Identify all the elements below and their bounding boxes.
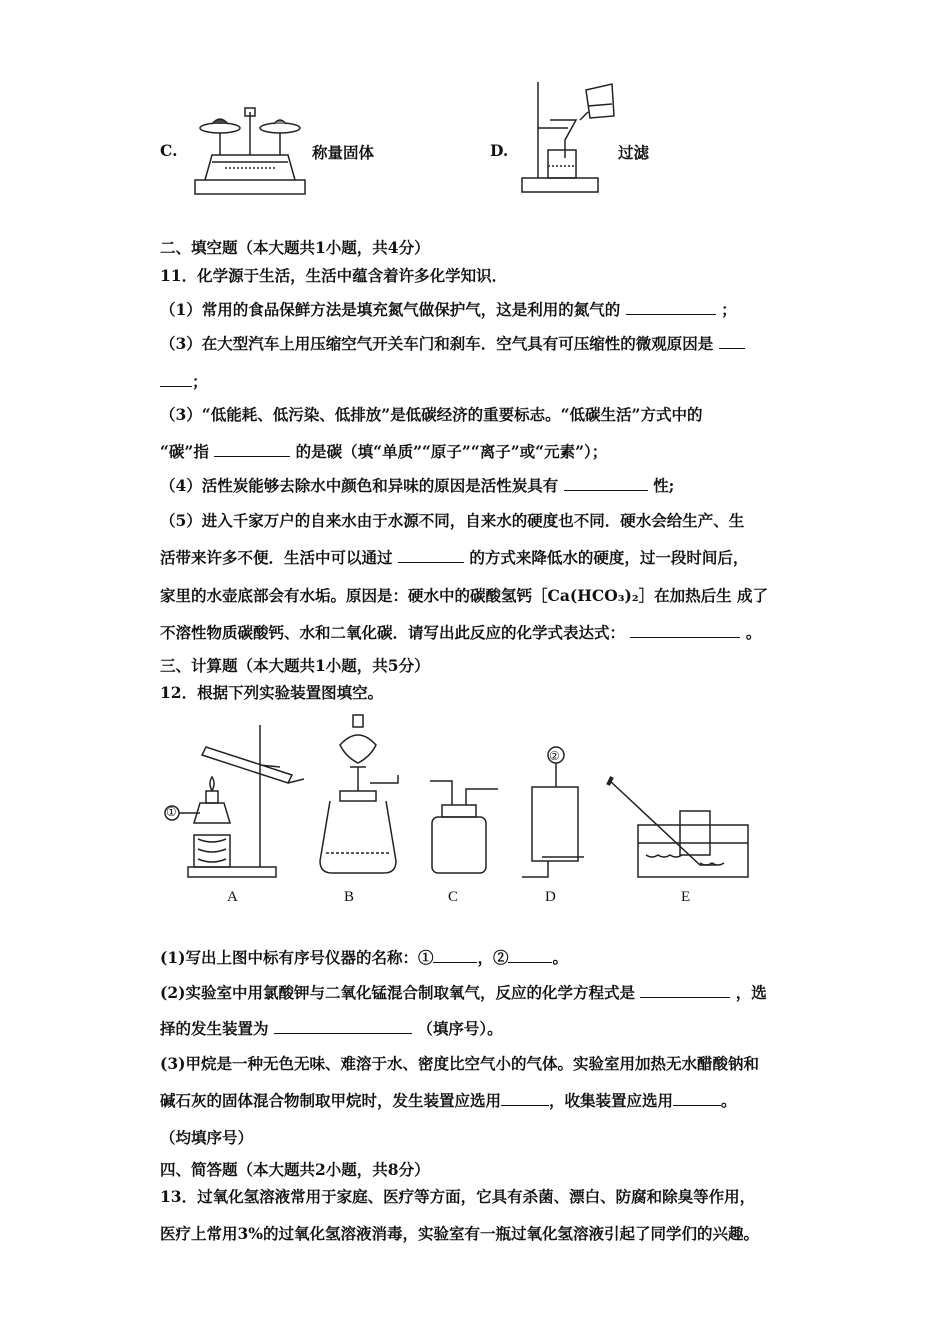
q11-p5d-text: 不溶性物质碳酸钙、水和二氧化碳．请写出此反应的化学式表达式：	[160, 623, 626, 642]
q11-p5d	[160, 621, 761, 643]
q12-p3-blank-1[interactable]	[501, 1091, 549, 1106]
q11-p5b	[160, 546, 748, 568]
q12-p3b-mid: ，收集装置应选用	[549, 1091, 674, 1110]
q12-p1-pre: (1)写出上图中标有序号仪器的名称：①	[160, 948, 434, 967]
q12-p3b-end: 。	[721, 1091, 737, 1110]
q11-p5b-post: 的方式来降低水的硬度，过一段时间后，	[469, 548, 749, 567]
q11-p5b-pre: 活带来许多不便．生活中可以通过	[160, 548, 393, 567]
q11-stem: 11．化学源于生活，生活中蕴含着许多化学知识．	[160, 266, 508, 285]
figure-mark-2: ②	[549, 749, 560, 763]
q11-p1-end: ；	[721, 300, 737, 319]
q11-p2-blank-b[interactable]	[160, 372, 192, 387]
option-d-label: 过滤	[618, 143, 650, 162]
q11-p2-cont	[160, 370, 208, 392]
q12-p1	[160, 946, 568, 968]
q11-p5c: 家里的水壶底部会有水垢。原因是：硬水中的碳酸氢钙［Ca(HCO₃)₂］在加热后生 成了	[160, 586, 769, 605]
q12-p1-end: 。	[552, 948, 568, 967]
q12-p3a: (3)甲烷是一种无色无味、难溶于水、密度比空气小的气体。实验室用加热无水醋酸钠和	[160, 1054, 759, 1073]
q11-p2	[160, 332, 745, 354]
option-c-label: 称量固体	[312, 143, 375, 162]
q12-p2-pre: (2)实验室中用氯酸钾与二氧化锰混合制取氧气，反应的化学方程式是	[160, 983, 635, 1002]
q11-p5a: （5）进入千家万户的自来水由于水源不同，自来水的硬度也不同．硬水会给生产、生	[160, 511, 745, 530]
figure-label-b: B	[344, 889, 355, 905]
figure-label-a: A	[227, 889, 238, 905]
q11-p2-end: ；	[192, 372, 208, 391]
q13-line2: 医疗上常用3%的过氧化氢溶液消毒，实验室有一瓶过氧化氢溶液引起了同学们的兴趣。	[160, 1224, 760, 1243]
section3-heading: 三、计算题（本大题共1小题，共5分）	[160, 656, 430, 675]
q12-p2-blank[interactable]	[640, 983, 730, 998]
q11-p3a: （3）“低能耗、低污染、低排放”是低碳经济的重要标志。“低碳生活”方式中的	[160, 405, 703, 424]
q12-p3b	[160, 1089, 737, 1111]
q12-p2b	[160, 1017, 503, 1039]
q11-p5d-end: 。	[745, 623, 762, 642]
q11-p2-blank-a[interactable]	[719, 334, 745, 349]
q11-p1-text: （1）常用的食品保鲜方法是填充氮气做保护气，这是利用的氮气的	[160, 300, 621, 319]
figure-label-c: C	[448, 889, 459, 905]
q11-p4-post: 性;	[653, 476, 675, 495]
balance-illustration	[190, 100, 310, 200]
q12-stem: 12．根据下列实验装置图填空。	[160, 683, 384, 702]
figure-label-d: D	[545, 889, 556, 905]
filtration-illustration	[518, 78, 620, 198]
q12-p2	[160, 981, 767, 1003]
q11-p5d-blank[interactable]	[630, 623, 740, 638]
q12-p3-blank-2[interactable]	[673, 1091, 721, 1106]
q12-p2b-blank[interactable]	[274, 1019, 412, 1034]
q12-p2b-pre: 择的发生装置为	[160, 1019, 269, 1038]
q11-p4	[160, 474, 674, 496]
figure-label-e: E	[681, 889, 691, 905]
q11-p3b	[160, 440, 607, 462]
q12-p1-blank-1[interactable]	[433, 948, 477, 963]
option-d-letter: D.	[490, 141, 509, 160]
q11-p3b-post: 的是碳（填“单质”“原子”“离子”或“元素”）；	[295, 442, 608, 461]
q11-p5-blank[interactable]	[398, 548, 464, 563]
q11-p1-blank[interactable]	[626, 300, 716, 315]
section4-heading: 四、简答题（本大题共2小题，共8分）	[160, 1160, 430, 1179]
apparatus-figure	[160, 705, 760, 885]
q12-p2b-post: （填序号）。	[417, 1019, 503, 1038]
section2-heading: 二、填空题（本大题共1小题，共4分）	[160, 238, 430, 257]
q11-p3b-pre: “碳”指	[160, 442, 209, 461]
figure-mark-1: ①	[166, 805, 177, 819]
q11-p4-pre: （4）活性炭能够去除水中颜色和异味的原因是活性炭具有	[160, 476, 559, 495]
q12-p3b-pre: 碱石灰的固体混合物制取甲烷时，发生装置应选用	[160, 1091, 502, 1110]
q11-p4-blank[interactable]	[564, 476, 648, 491]
q12-p2-end: ，选	[735, 983, 767, 1002]
option-c-letter: C.	[160, 141, 178, 160]
q12-p3c: （均填序号）	[160, 1128, 254, 1147]
q11-p1	[160, 298, 737, 320]
q11-p3-blank[interactable]	[214, 442, 290, 457]
q12-p1-mid: ，②	[477, 948, 509, 967]
q12-p1-blank-2[interactable]	[508, 948, 552, 963]
q13-line1: 13．过氧化氢溶液常用于家庭、医疗等方面，它具有杀菌、漂白、防腐和除臭等作用，	[160, 1187, 756, 1206]
q11-p2-text: （3）在大型汽车上用压缩空气开关车门和刹车．空气具有可压缩性的微观原因是	[160, 334, 714, 353]
